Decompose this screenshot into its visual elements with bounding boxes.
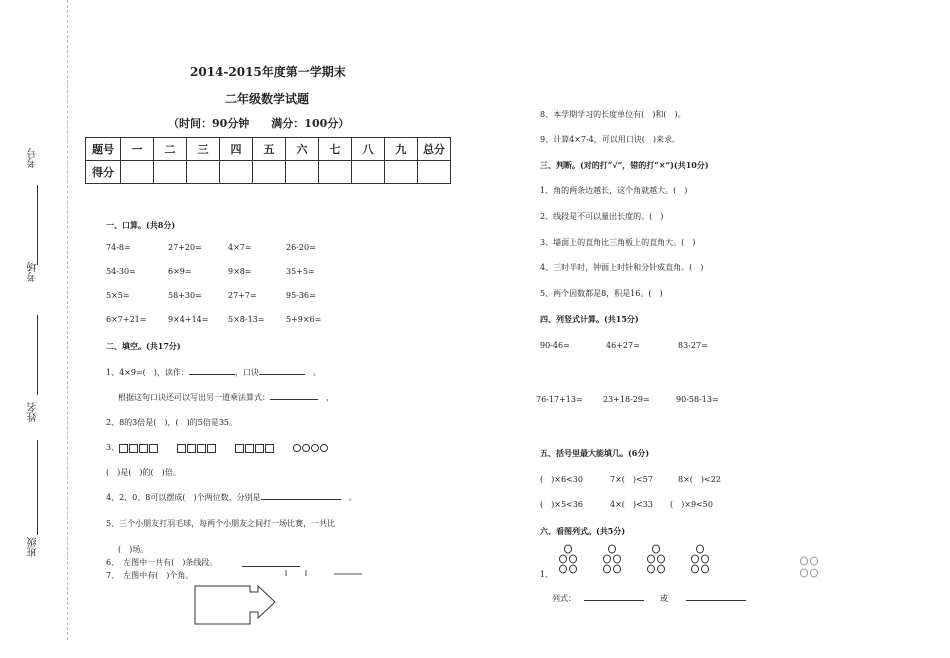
square-shape (139, 444, 148, 453)
calc-item: 9×4+14= (168, 315, 209, 324)
fill-question-6: 6、 左图中一共有( )条线段。 (106, 558, 218, 567)
vertical-calc-item: 23+18-29= (603, 395, 650, 404)
binding-label-exam-room: 考场 (28, 262, 39, 282)
circle-shape (293, 444, 301, 452)
square-shape (207, 444, 216, 453)
inequality-item: 8×( )<22 (678, 475, 721, 484)
score-table-cell: 三 (187, 138, 220, 161)
square-shape (245, 444, 254, 453)
score-table (85, 137, 451, 184)
score-table-cell: 二 (154, 138, 187, 161)
binding-line-exam-room (37, 315, 38, 395)
square-shape (149, 444, 158, 453)
calc-item: 6×9= (168, 267, 192, 276)
answer-blank[interactable] (584, 600, 644, 601)
picture-question-number: 1、 (540, 570, 554, 579)
section1-title: 一、口算。(共8分) (106, 220, 176, 230)
calc-item: 6×7+21= (106, 315, 147, 324)
fill-question-4 (106, 492, 357, 503)
circle-shape (311, 444, 319, 452)
score-input-cell[interactable] (319, 161, 352, 184)
fill-question-2: 2、8的3倍是( )，( )的5倍是35。 (106, 418, 238, 427)
fill-question-9: 9、计算4×7-4，可以用口诀( )来求。 (540, 135, 681, 144)
square-shape (119, 444, 128, 453)
answer-blank[interactable] (189, 374, 235, 375)
angle-tick-figure (284, 568, 374, 578)
calc-item: 5+9×6= (286, 315, 322, 324)
score-input-cell[interactable] (121, 161, 154, 184)
formula-label: 列式： (552, 594, 576, 603)
vertical-calc-item: 76-17+13= (536, 395, 583, 404)
calc-item: 27+7= (228, 291, 257, 300)
inequality-item: 7×( )<57 (610, 475, 653, 484)
question-text: ，口诀 (234, 368, 259, 377)
judge-item: 2、线段是不可以量出长度的。( ) (540, 212, 664, 221)
square-shape (255, 444, 264, 453)
square-shape (265, 444, 274, 453)
score-input-cell[interactable] (220, 161, 253, 184)
binding-line-exam-number (37, 185, 38, 265)
section2-title: 二、填空。(共17分) (106, 341, 181, 351)
binding-dashed-line (67, 0, 68, 640)
square-group (177, 443, 217, 452)
score-table-cell: 一 (121, 138, 154, 161)
square-group (235, 443, 275, 452)
question-text: 3、 (106, 443, 120, 452)
judge-item: 4、三时半时，钟面上时针和分针成直角。( ) (540, 263, 704, 272)
score-input-cell[interactable] (385, 161, 418, 184)
fill-question-1-followup (118, 392, 334, 403)
score-input-cell[interactable] (352, 161, 385, 184)
binding-label-class: 班级 (28, 537, 39, 557)
section5-title: 五、括号里最大能填几。(6分) (540, 448, 650, 458)
judge-item: 3、墙面上的直角比三角板上的直角大。( ) (540, 238, 696, 247)
score-table-cell: 总分 (418, 138, 451, 161)
square-shape (235, 444, 244, 453)
fill-question-7: 7、 左图中有( )个角。 (106, 571, 194, 580)
score-table-header-row (86, 138, 451, 161)
judge-item: 5、两个因数都是8，积是16。( ) (540, 289, 663, 298)
square-group (119, 443, 159, 452)
vertical-calc-item: 90-46= (540, 341, 570, 350)
fill-question-8: 8、本学期学习的长度单位有( )和( )。 (540, 110, 686, 119)
vertical-calc-item: 83-27= (678, 341, 708, 350)
question-text: ， (326, 393, 334, 402)
score-table-cell: 得分 (86, 161, 121, 184)
inequality-item: ( )×9<50 (670, 500, 713, 509)
score-input-cell[interactable] (418, 161, 451, 184)
vertical-calc-item: 46+27= (606, 341, 640, 350)
calc-item: 74-8= (106, 243, 131, 252)
exam-subtitle: 二年级数学试题 (225, 92, 310, 106)
square-shape (129, 444, 138, 453)
calc-item: 5×8-13= (228, 315, 265, 324)
score-input-cell[interactable] (286, 161, 319, 184)
calc-item: 26-20= (286, 243, 316, 252)
extra-circles-figure (796, 554, 826, 582)
inequality-item: 4×( )<33 (610, 500, 653, 509)
circle-group (293, 443, 329, 452)
line-segment-figure (242, 566, 300, 567)
binding-label-name: 姓名 (28, 402, 39, 422)
answer-blank[interactable] (261, 499, 341, 500)
answer-blank[interactable] (686, 600, 746, 601)
binding-label-exam-number: 考号 (28, 148, 39, 168)
judge-item: 1、角的两条边越长，这个角就越大。( ) (540, 186, 688, 195)
answer-blank[interactable] (259, 374, 305, 375)
question-text: 1、4×9=( )，读作： (106, 368, 189, 377)
answer-blank[interactable] (270, 399, 318, 400)
calc-item: 4×7= (228, 243, 252, 252)
fill-question-5-tail: ( )场。 (118, 545, 149, 554)
calc-item: 35+5= (286, 267, 315, 276)
calc-item: 9×8= (228, 267, 252, 276)
score-table-cell: 九 (385, 138, 418, 161)
calc-item: 5×5= (106, 291, 130, 300)
score-table-score-row (86, 161, 451, 184)
calc-item: 54-30= (106, 267, 136, 276)
section4-title: 四、列竖式计算。(共15分) (540, 314, 639, 324)
circle-cluster (560, 545, 577, 573)
formula-line (552, 593, 746, 604)
score-input-cell[interactable] (154, 161, 187, 184)
question-text: 根据这句口诀还可以写出另一道乘法算式： (118, 393, 270, 402)
circle-shape (302, 444, 310, 452)
fill-question-3 (106, 442, 329, 453)
polygon-figure (190, 580, 282, 630)
vertical-calc-item: 90-58-13= (676, 395, 719, 404)
score-table-cell: 五 (253, 138, 286, 161)
fill-question-1 (106, 367, 321, 378)
question-text: 4、2、0、8可以摆成( )个两位数，分别是 (106, 493, 261, 502)
circle-groups-figure (554, 544, 734, 578)
score-table-cell: 四 (220, 138, 253, 161)
section6-title: 六、看图列式。(共5分) (540, 526, 626, 536)
calc-item: 95-36= (286, 291, 316, 300)
score-table-cell: 六 (286, 138, 319, 161)
exam-time-info: （时间：90分钟 满分：100分） (168, 117, 350, 130)
score-input-cell[interactable] (253, 161, 286, 184)
square-shape (177, 444, 186, 453)
square-shape (197, 444, 206, 453)
question-text: 。 (312, 368, 321, 377)
exam-title: 2014-2015年度第一学期末 (190, 65, 346, 79)
fill-question-5: 5、三个小朋友打羽毛球，每两个小朋友之间打一场比赛，一共比 (106, 519, 336, 528)
fill-question-3-tail: ( )是( )的( )倍。 (106, 468, 181, 477)
circle-shape (320, 444, 328, 452)
calc-item: 27+20= (168, 243, 202, 252)
binding-line-name (37, 440, 38, 535)
score-table-cell: 八 (352, 138, 385, 161)
score-table-cell: 题号 (86, 138, 121, 161)
inequality-item: ( )×6<30 (540, 475, 583, 484)
calc-item: 58+30= (168, 291, 202, 300)
score-table-cell: 七 (319, 138, 352, 161)
square-shape (187, 444, 196, 453)
or-label: 或 (660, 594, 668, 603)
section3-title: 三、判断。(对的打“√”，错的打“×”)(共10分) (540, 160, 709, 170)
inequality-item: ( )×5<36 (540, 500, 583, 509)
question-text: 。 (348, 493, 357, 502)
score-input-cell[interactable] (187, 161, 220, 184)
